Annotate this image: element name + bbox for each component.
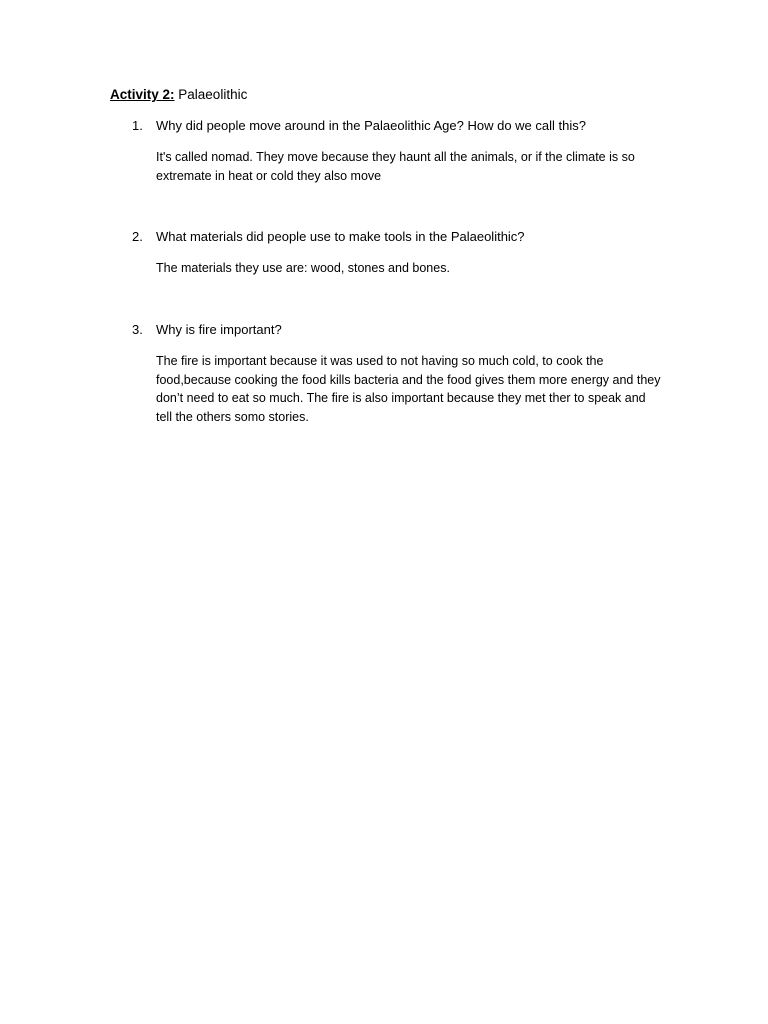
- answer-text: It's called nomad. They move because they haunt all the animals, or if the climate is so extremate in heat or cold they also move: [156, 150, 635, 183]
- activity-label: Activity 2:: [110, 87, 175, 102]
- answer-text: The materials they use are: wood, stones and bones.: [156, 261, 450, 275]
- question-number: 3.: [132, 322, 143, 337]
- question-number: 2.: [132, 229, 143, 244]
- activity-title: Palaeolithic: [174, 87, 248, 102]
- question-text: What materials did people use to make tools in the Palaeolithic?: [156, 229, 525, 244]
- question-text: Why did people move around in the Palaeolithic Age? How do we call this?: [156, 118, 586, 133]
- question-number: 1.: [132, 118, 143, 133]
- question-text: Why is fire important?: [156, 322, 282, 337]
- answer-text: The fire is important because it was used to not having so much cold, to cook the food,because cooking the food kills bacteria and the food gives them more energy and they don’t need to eat so much. The fire is also important because they met ther to speak and tell the others somo stories.: [156, 354, 661, 424]
- activity-heading: [110, 86, 247, 104]
